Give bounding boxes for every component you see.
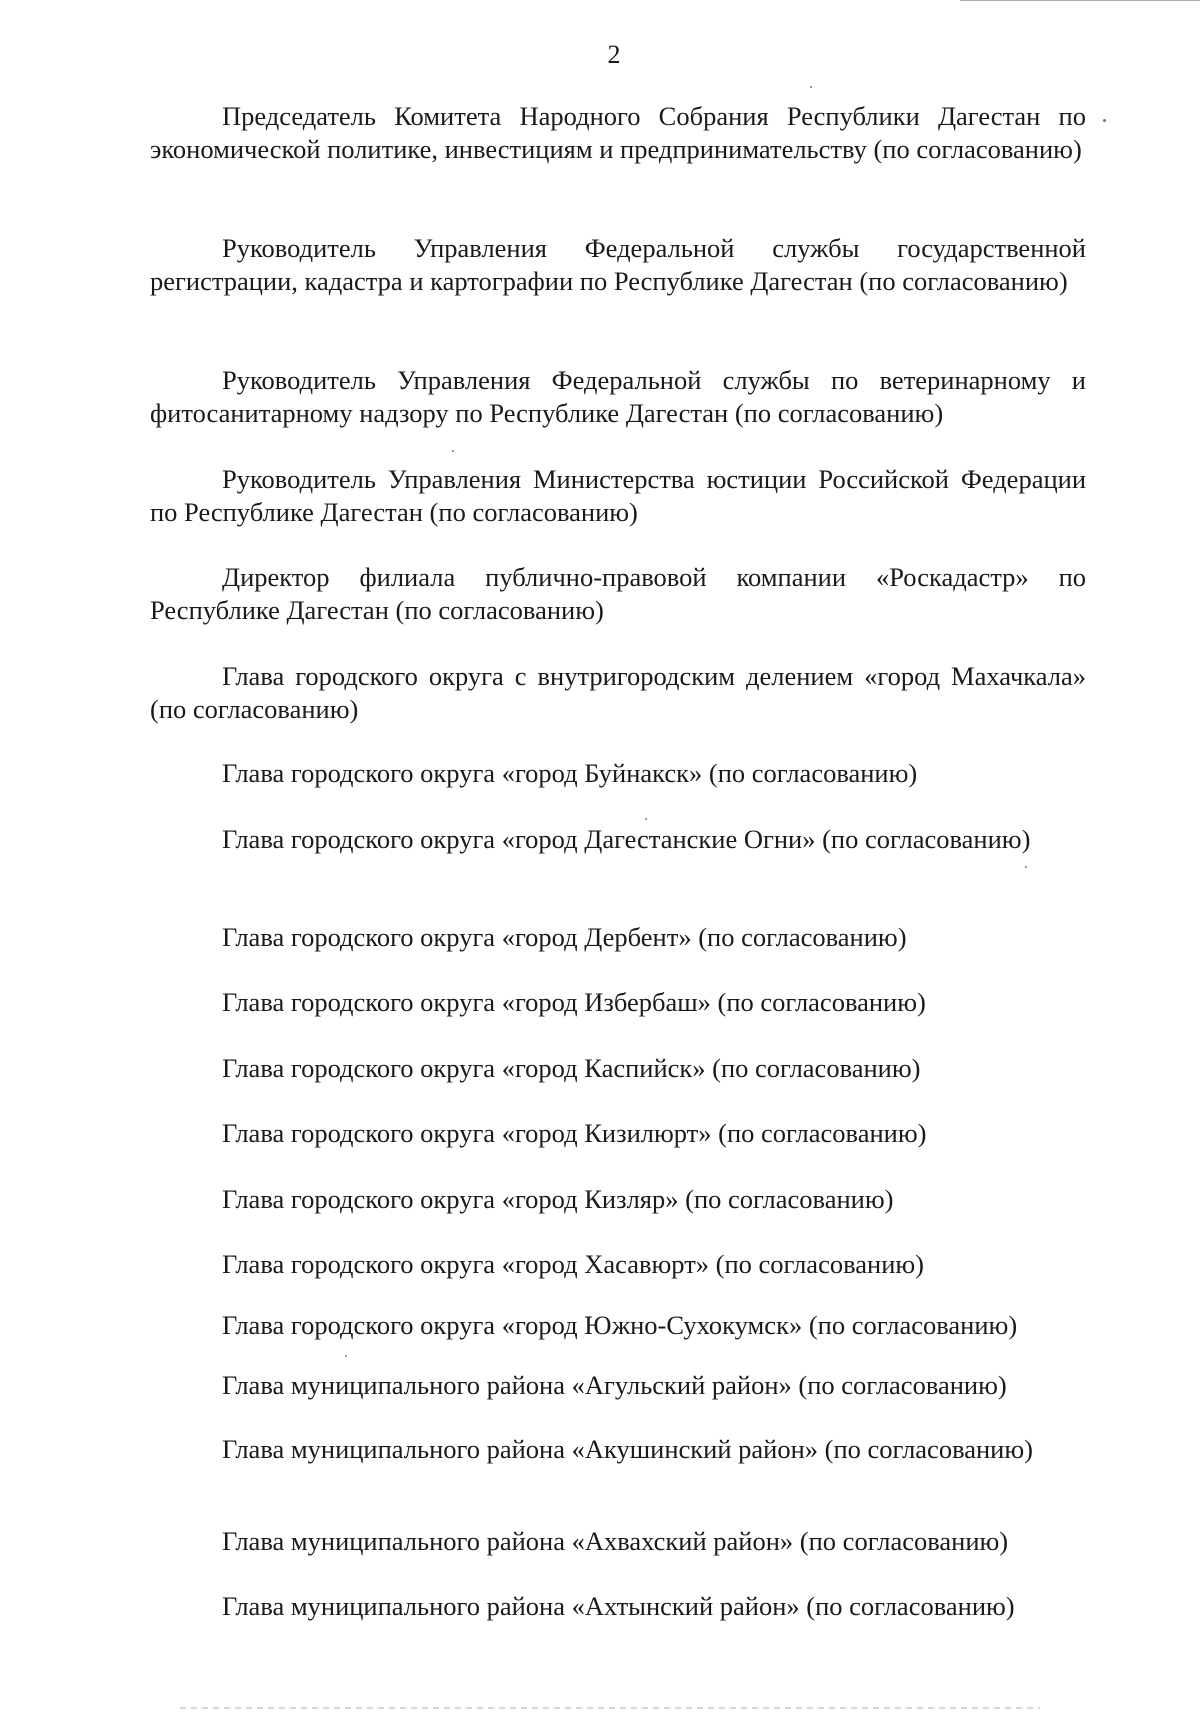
- paragraph-kizilyurt-head: Глава городского округа «город Кизилюрт» (по согласованию): [222, 1118, 927, 1148]
- paragraph-akhvakhsky-district-head: Глава муниципального района «Ахвахский район» (по согласованию): [222, 1526, 1009, 1556]
- paragraph-makhachkala-head: Глава городского округа с внутригородским делением «город Махачкала» (по согласованию): [150, 661, 1086, 724]
- scan-speck: [1025, 866, 1027, 868]
- page-number: 2: [607, 40, 621, 69]
- scan-speck: [645, 818, 647, 820]
- paragraph-dagestanskie-ogni-head: Глава городского округа «город Дагестанские Огни» (по согласованию): [222, 824, 1031, 854]
- paragraph-khasavyurt-head: Глава городского округа «город Хасавюрт» (по согласованию): [222, 1249, 924, 1279]
- scan-speck: [1103, 119, 1106, 122]
- scan-speck: [345, 1355, 347, 1357]
- paragraph-buynaksk-head: Глава городского округа «город Буйнакск» (по согласованию): [222, 758, 918, 788]
- paragraph-justice-ministry-head: Руководитель Управления Министерства юстиции Российской Федерации по Республике Дагестан (по согласованию): [150, 464, 1086, 527]
- scan-edge-line: [180, 1707, 1040, 1709]
- scan-speck: [452, 450, 454, 452]
- paragraph-chairman-committee: Председатель Комитета Народного Собрания Республики Дагестан по экономической политике, инвестициям и предпринимательству (по согласованию): [150, 101, 1086, 164]
- paragraph-derbent-head: Глава городского округа «город Дербент» (по согласованию): [222, 922, 907, 952]
- paragraph-yuzhno-sukhokumsk-head: Глава городского округа «город Южно-Сухокумск» (по согласованию): [222, 1310, 1018, 1340]
- paragraph-rosreestr-head: Руководитель Управления Федеральной службы государственной регистрации, кадастра и картографии по Республике Дагестан (по согласованию): [150, 233, 1086, 296]
- scan-edge-line: [960, 0, 1200, 1]
- paragraph-izberbash-head: Глава городского округа «город Избербаш» (по согласованию): [222, 987, 926, 1017]
- paragraph-agulsky-district-head: Глава муниципального района «Агульский район» (по согласованию): [222, 1370, 1007, 1400]
- paragraph-akushinsky-district-head: Глава муниципального района «Акушинский район» (по согласованию): [222, 1434, 1033, 1464]
- paragraph-kizlyar-head: Глава городского округа «город Кизляр» (по согласованию): [222, 1184, 894, 1214]
- paragraph-kaspiysk-head: Глава городского округа «город Каспийск» (по согласованию): [222, 1053, 921, 1083]
- scan-speck: [810, 86, 812, 88]
- paragraph-roskadastr-director: Директор филиала публично-правовой компании «Роскадастр» по Республике Дагестан (по согласованию): [150, 562, 1086, 625]
- paragraph-akhtynsky-district-head: Глава муниципального района «Ахтынский район» (по согласованию): [222, 1591, 1015, 1621]
- paragraph-rosselkhoznadzor-head: Руководитель Управления Федеральной службы по ветеринарному и фитосанитарному надзору по Республике Дагестан (по согласованию): [150, 365, 1086, 428]
